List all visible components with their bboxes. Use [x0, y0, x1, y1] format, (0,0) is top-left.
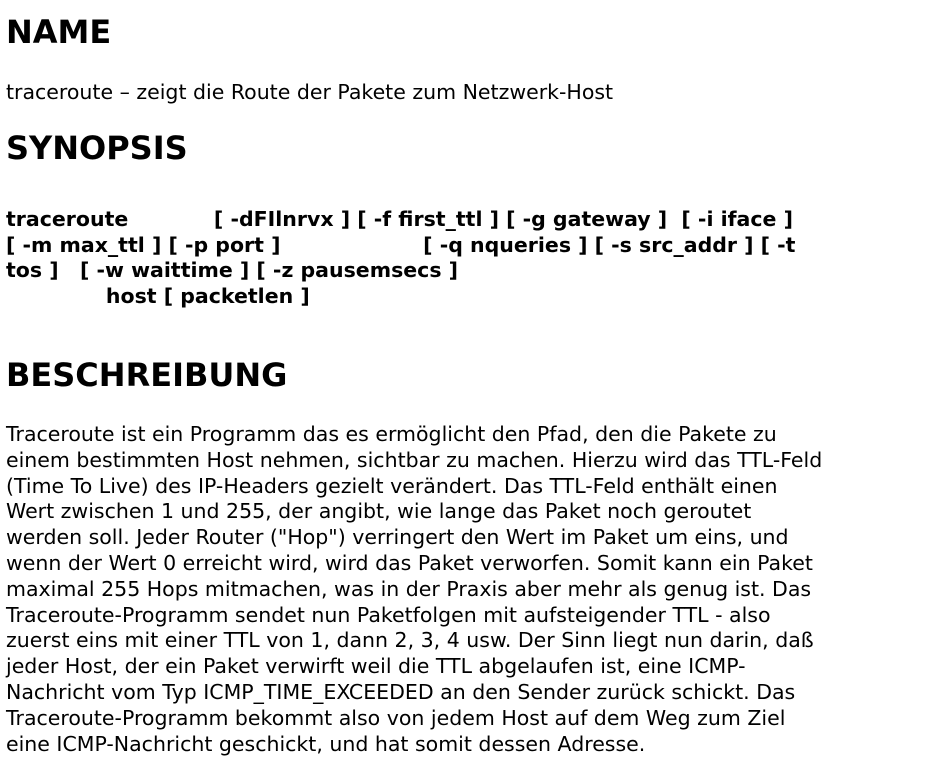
description-line: einem bestimmten Host nehmen, sichtbar zu machen. Hierzu wird das TTL-Feld — [6, 447, 823, 472]
description-line: Nachricht vom Typ ICMP_TIME_EXCEEDED an den Sender zurück schickt. Das — [6, 679, 796, 704]
description-line: (Time To Live) des IP-Headers gezielt verändert. Das TTL-Feld enthält einen — [6, 473, 778, 498]
synopsis-block — [6, 207, 906, 309]
description-paragraph — [6, 422, 822, 757]
section-heading-name: NAME — [6, 13, 112, 51]
description-line: werden soll. Jeder Router ("Hop") verringert den Wert im Paket um eins, und — [6, 525, 789, 550]
synopsis-line: [ -m max_ttl ] [ -p port ] [ -q nqueries ] [ -s src_addr ] [ -t — [6, 232, 796, 257]
description-line: wenn der Wert 0 erreicht wird, wird das Paket verworfen. Somit kann ein Paket — [6, 550, 813, 575]
name-description: traceroute – zeigt die Route der Pakete zum Netzwerk-Host — [6, 80, 614, 104]
synopsis-line: tos ] [ -w waittime ] [ -z pausemsecs ] — [6, 258, 459, 282]
description-line: Wert zwischen 1 und 255, der angibt, wie lange das Paket noch geroutet — [6, 499, 752, 524]
synopsis-line: traceroute [ -dFIlnrvx ] [ -f first_ttl ] [ -g gateway ] [ -i iface ] — [6, 207, 793, 231]
description-line: Traceroute-Programm sendet nun Paketfolgen mit aufsteigender TTL - also — [6, 602, 771, 627]
description-line: Traceroute-Programm bekommt also von jedem Host auf dem Weg zum Ziel — [6, 705, 786, 730]
synopsis-line: host [ packetlen ] — [6, 283, 310, 308]
description-line: zuerst eins mit einer TTL von 1, dann 2, 3, 4 usw. Der Sinn liegt nun darin, daß — [6, 628, 814, 653]
section-heading-synopsis: SYNOPSIS — [6, 129, 188, 167]
description-line: jeder Host, der ein Paket verwirft weil die TTL abgelaufen ist, eine ICMP- — [6, 654, 746, 679]
description-line: eine ICMP-Nachricht geschickt, und hat somit dessen Adresse. — [6, 731, 646, 756]
section-heading-beschreibung: BESCHREIBUNG — [6, 356, 288, 394]
description-line: maximal 255 Hops mitmachen, was in der Praxis aber mehr als genug ist. Das — [6, 576, 812, 601]
description-line: Traceroute ist ein Programm das es ermöglicht den Pfad, den die Pakete zu — [6, 422, 777, 446]
